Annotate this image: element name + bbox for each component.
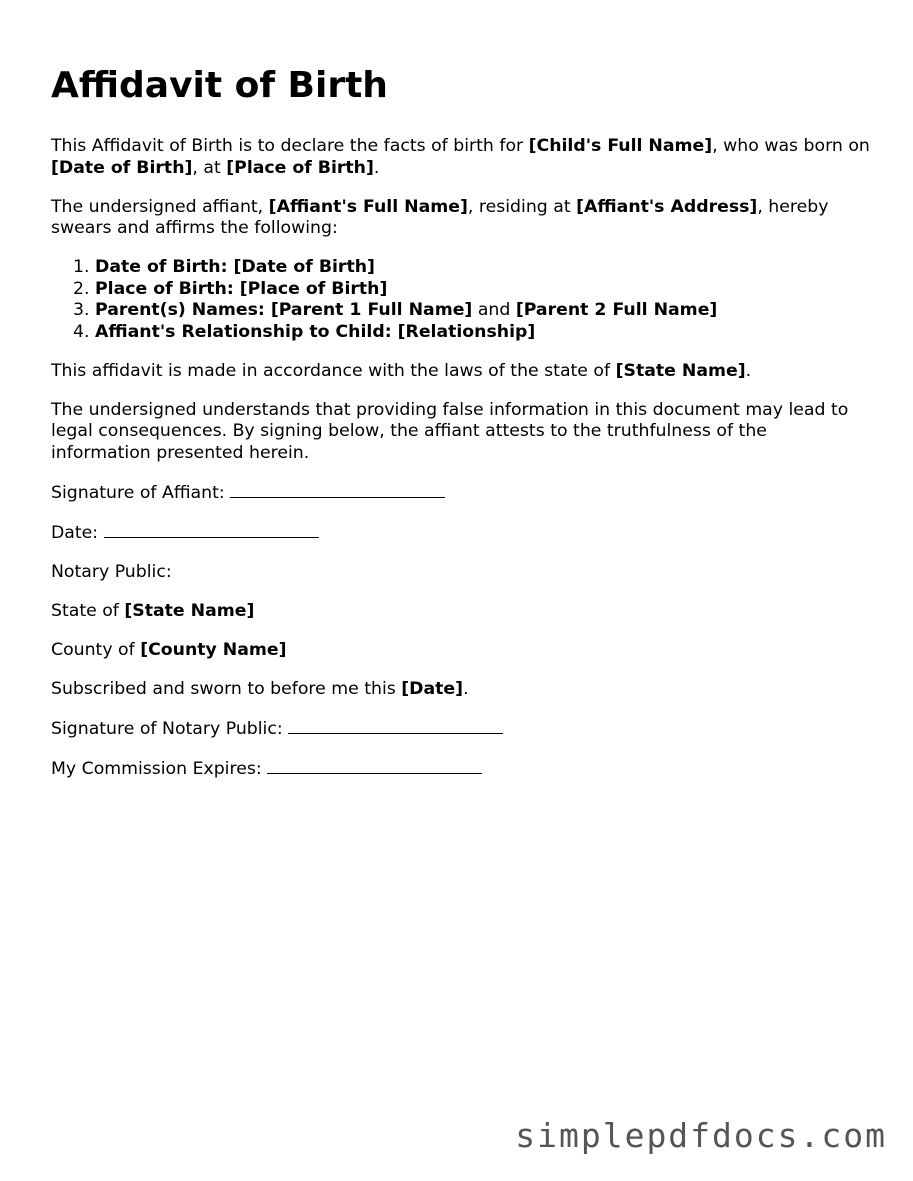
- date-label: Date:: [51, 522, 104, 543]
- commission-label: My Commission Expires:: [51, 758, 268, 779]
- understands-paragraph: The undersigned understands that providing false information in this document may lead to legal consequences. By signing below, the affiant attests to the truthfulness of the information presented herein.: [51, 399, 849, 463]
- place-of-birth-placeholder: [Place of Birth]: [226, 157, 374, 178]
- signature-notary-blank[interactable]: [288, 718, 503, 734]
- state-label: State of: [51, 600, 125, 621]
- county-label: County of: [51, 639, 141, 660]
- affiant-address-placeholder: [Affiant's Address]: [576, 196, 758, 217]
- laws-text-2: .: [745, 360, 752, 381]
- list-item: [95, 257, 871, 279]
- sworn-date-placeholder: [Date]: [401, 678, 464, 699]
- commission-line: [51, 758, 871, 781]
- list-item: [95, 322, 871, 344]
- affiant-text-3: , hereby swears and affirms the following:: [51, 196, 829, 238]
- state-line: [51, 601, 871, 623]
- list-item-and: and: [472, 300, 516, 320]
- list-item: [95, 279, 871, 301]
- child-name-placeholder: [Child's Full Name]: [528, 136, 713, 156]
- intro-text-4: .: [373, 157, 380, 178]
- signature-notary-line: [51, 718, 871, 741]
- list-item-parent-1: Parent(s) Names: [Parent 1 Full Name]: [95, 300, 473, 320]
- intro-text-3: , at: [192, 157, 227, 178]
- intro-paragraph: [51, 136, 871, 179]
- affiant-text-1: The undersigned affiant,: [51, 196, 269, 217]
- signature-affiant-blank[interactable]: [230, 482, 445, 498]
- signature-notary-label: Signature of Notary Public:: [51, 718, 289, 739]
- date-of-birth-placeholder: [Date of Birth]: [51, 157, 193, 178]
- state-value-placeholder: [State Name]: [124, 600, 255, 621]
- list-item-place-of-birth: Place of Birth: [Place of Birth]: [95, 278, 388, 299]
- list-item: [95, 300, 871, 322]
- affiant-text-2: , residing at: [467, 196, 577, 217]
- sworn-text-1: Subscribed and sworn to before me this: [51, 678, 402, 699]
- notary-label: Notary Public:: [51, 561, 172, 582]
- laws-paragraph: [51, 361, 871, 383]
- list-item-relationship: Affiant's Relationship to Child: [Relationship]: [95, 321, 536, 342]
- affiant-paragraph: [51, 197, 871, 240]
- watermark: simplepdfdocs.com: [515, 1116, 887, 1155]
- affiant-name-placeholder: [Affiant's Full Name]: [268, 196, 468, 217]
- facts-list: [51, 257, 871, 343]
- laws-text-1: This affidavit is made in accordance with the laws of the state of: [51, 360, 616, 381]
- sworn-text-2: .: [463, 678, 469, 699]
- signature-affiant-label: Signature of Affiant:: [51, 482, 231, 503]
- sworn-line: [51, 679, 871, 701]
- date-line: [51, 522, 871, 545]
- county-value-placeholder: [County Name]: [140, 639, 287, 660]
- page-title: Affidavit of Birth: [51, 65, 388, 106]
- county-line: [51, 640, 871, 662]
- signature-affiant-line: [51, 482, 871, 505]
- document-page: [51, 62, 871, 798]
- list-item-date-of-birth: Date of Birth: [Date of Birth]: [95, 257, 375, 277]
- state-name-placeholder: [State Name]: [615, 360, 746, 381]
- list-item-parent-2: [Parent 2 Full Name]: [515, 300, 718, 320]
- intro-text-2: , who was born on: [712, 136, 870, 156]
- date-blank[interactable]: [104, 522, 319, 538]
- commission-blank[interactable]: [267, 758, 482, 774]
- intro-text-1: This Affidavit of Birth is to declare the facts of birth for: [51, 136, 529, 156]
